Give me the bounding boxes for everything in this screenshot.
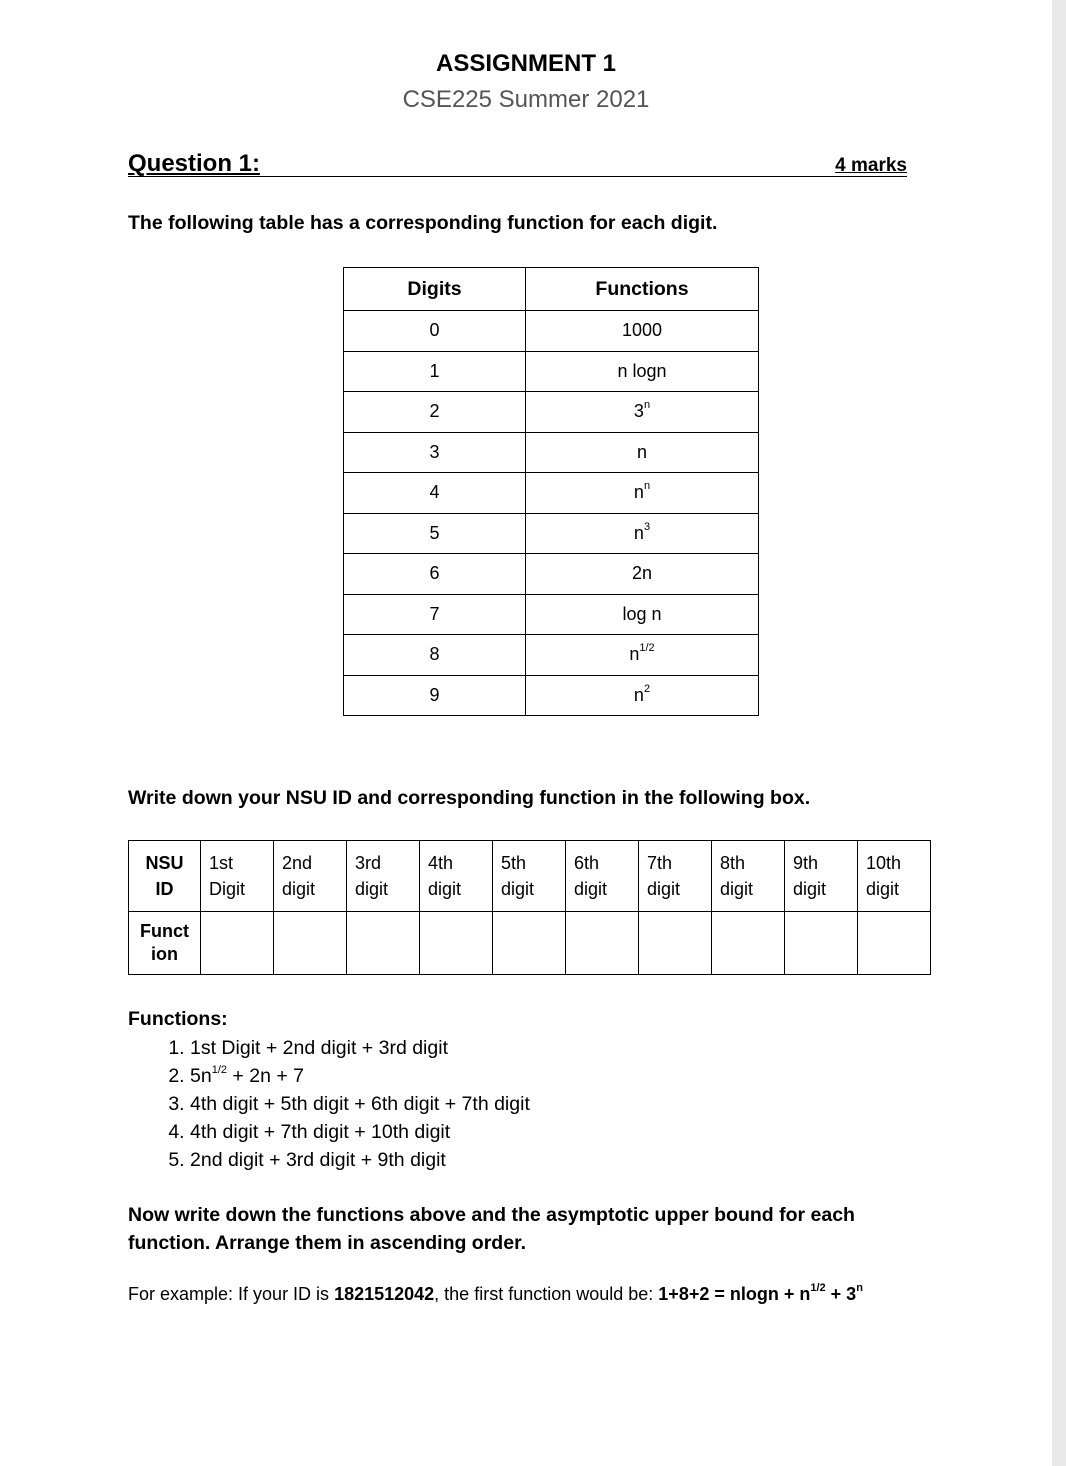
table-row bbox=[344, 432, 759, 473]
table-row bbox=[344, 513, 759, 554]
function-exponent: n bbox=[643, 480, 651, 493]
digit-ordinal: 6th bbox=[574, 853, 600, 873]
function-cell bbox=[526, 675, 759, 716]
function-cell bbox=[526, 594, 759, 635]
example-expression bbox=[658, 1284, 863, 1304]
function-base: n bbox=[633, 482, 644, 503]
question-marks: 4 marks bbox=[835, 155, 907, 176]
nsu-id-header bbox=[129, 841, 201, 912]
intro-text: The following table has a corresponding function for each digit. bbox=[128, 212, 718, 234]
table-row bbox=[344, 635, 759, 676]
function-base: n bbox=[633, 684, 644, 705]
function-input-cell[interactable] bbox=[712, 912, 785, 975]
function-header-line1: Funct bbox=[140, 921, 189, 941]
function-cell bbox=[526, 432, 759, 473]
question-title: Question 1: bbox=[128, 150, 261, 177]
table-row bbox=[344, 594, 759, 635]
function-2-base: 5n bbox=[190, 1065, 212, 1087]
digit-ordinal: 9th bbox=[793, 853, 819, 873]
example-expr-sup1: 1/2 bbox=[810, 1282, 826, 1294]
function-cell bbox=[526, 351, 759, 392]
list-item bbox=[190, 1118, 530, 1146]
digit-word: digit bbox=[647, 879, 681, 899]
function-row bbox=[129, 912, 931, 975]
function-2-rest: + 2n + 7 bbox=[227, 1065, 304, 1087]
function-header bbox=[129, 912, 201, 975]
function-base: n bbox=[629, 644, 640, 665]
digit-cell: 4 bbox=[344, 473, 526, 514]
digit-cell: 9 bbox=[344, 675, 526, 716]
table-row bbox=[344, 554, 759, 595]
function-input-cell[interactable] bbox=[639, 912, 712, 975]
example-prefix: For example: If your ID is bbox=[128, 1284, 335, 1304]
function-base: 2n bbox=[631, 563, 653, 584]
digit-cell: 5 bbox=[344, 513, 526, 554]
header-digits: Digits bbox=[344, 268, 526, 311]
digit-column-header bbox=[566, 841, 639, 912]
table-row bbox=[344, 392, 759, 433]
nsu-id-table bbox=[128, 840, 931, 975]
function-base: 1000 bbox=[621, 320, 663, 341]
digit-ordinal: 7th bbox=[647, 853, 673, 873]
assignment-title: ASSIGNMENT 1 bbox=[435, 50, 617, 77]
digit-word: digit bbox=[574, 879, 608, 899]
functions-heading: Functions: bbox=[128, 1008, 228, 1030]
function-cell bbox=[526, 311, 759, 352]
function-cell bbox=[526, 392, 759, 433]
digit-word: digit bbox=[428, 879, 462, 899]
function-2-sup: 1/2 bbox=[211, 1063, 227, 1076]
digit-column-header bbox=[274, 841, 347, 912]
function-exponent: 1/2 bbox=[639, 642, 655, 655]
course-subtitle: CSE225 Summer 2021 bbox=[402, 86, 650, 113]
digit-column-header bbox=[347, 841, 420, 912]
function-input-cell[interactable] bbox=[274, 912, 347, 975]
function-exponent: 2 bbox=[643, 682, 651, 695]
function-cell bbox=[526, 554, 759, 595]
digit-ordinal: 3rd bbox=[355, 853, 382, 873]
digit-ordinal: 2nd bbox=[282, 853, 313, 873]
digit-cell: 7 bbox=[344, 594, 526, 635]
example-middle: , the first function would be: bbox=[434, 1284, 659, 1304]
function-cell bbox=[526, 473, 759, 514]
function-input-cell[interactable] bbox=[566, 912, 639, 975]
function-input-cell[interactable] bbox=[201, 912, 274, 975]
digit-column-header bbox=[785, 841, 858, 912]
digit-cell: 0 bbox=[344, 311, 526, 352]
function-exponent: n bbox=[643, 399, 651, 412]
function-cell bbox=[526, 513, 759, 554]
function-base: 3 bbox=[633, 401, 644, 422]
function-input-cell[interactable] bbox=[347, 912, 420, 975]
digit-word: digit bbox=[793, 879, 827, 899]
digit-word: digit bbox=[720, 879, 754, 899]
function-5: 2nd digit + 3rd digit + 9th digit bbox=[190, 1149, 446, 1171]
digit-word: Digit bbox=[209, 879, 246, 899]
digit-column-header bbox=[493, 841, 566, 912]
function-cell bbox=[526, 635, 759, 676]
digit-column-header bbox=[639, 841, 712, 912]
table-row bbox=[344, 311, 759, 352]
header-functions: Functions bbox=[526, 268, 759, 311]
function-3: 4th digit + 5th digit + 6th digit + 7th digit bbox=[190, 1093, 530, 1115]
digit-cell: 3 bbox=[344, 432, 526, 473]
example-id: 1821512042 bbox=[334, 1284, 435, 1304]
function-input-cell[interactable] bbox=[858, 912, 931, 975]
table-header-row bbox=[344, 268, 759, 311]
table-row bbox=[344, 351, 759, 392]
digit-ordinal: 5th bbox=[501, 853, 527, 873]
digit-cell: 6 bbox=[344, 554, 526, 595]
digit-column-header bbox=[201, 841, 274, 912]
digit-function-table bbox=[343, 267, 759, 716]
digit-column-header bbox=[712, 841, 785, 912]
digit-ordinal: 10th bbox=[866, 853, 902, 873]
task-line-2: function. Arrange them in ascending order. bbox=[128, 1232, 526, 1254]
function-4: 4th digit + 7th digit + 10th digit bbox=[190, 1121, 451, 1143]
question-header bbox=[128, 148, 907, 177]
digit-cell: 2 bbox=[344, 392, 526, 433]
list-item bbox=[190, 1062, 530, 1090]
function-base: n bbox=[636, 441, 647, 462]
function-header-line2: ion bbox=[151, 944, 178, 964]
digit-word: digit bbox=[282, 879, 316, 899]
example-expr-sup2: n bbox=[856, 1282, 863, 1294]
function-exponent: 3 bbox=[643, 520, 651, 533]
digit-word: digit bbox=[501, 879, 535, 899]
digit-ordinal: 4th bbox=[428, 853, 454, 873]
nsu-id-header-line2: ID bbox=[155, 879, 174, 899]
list-item bbox=[190, 1146, 530, 1174]
instruction-text: Write down your NSU ID and corresponding function in the following box. bbox=[128, 787, 811, 809]
function-base: n logn bbox=[617, 360, 667, 381]
digit-ordinal: 8th bbox=[720, 853, 746, 873]
nsu-id-row bbox=[129, 841, 931, 912]
function-1: 1st Digit + 2nd digit + 3rd digit bbox=[190, 1037, 448, 1059]
table-row bbox=[344, 675, 759, 716]
scrollbar-track[interactable] bbox=[1052, 0, 1066, 1466]
digit-column-header bbox=[420, 841, 493, 912]
digit-column-header bbox=[858, 841, 931, 912]
functions-list bbox=[128, 1034, 530, 1174]
digit-ordinal: 1st bbox=[209, 853, 234, 873]
function-base: log n bbox=[622, 603, 662, 624]
nsu-id-header-line1: NSU bbox=[145, 853, 184, 873]
list-item bbox=[190, 1034, 530, 1062]
digit-cell: 1 bbox=[344, 351, 526, 392]
function-input-cell[interactable] bbox=[493, 912, 566, 975]
digit-word: digit bbox=[355, 879, 389, 899]
function-base: n bbox=[633, 522, 644, 543]
digit-cell: 8 bbox=[344, 635, 526, 676]
example-text bbox=[128, 1284, 863, 1305]
list-item bbox=[190, 1090, 530, 1118]
function-input-cell[interactable] bbox=[420, 912, 493, 975]
task-line-1: Now write down the functions above and the asymptotic upper bound for each bbox=[128, 1204, 855, 1226]
table-row bbox=[344, 473, 759, 514]
function-input-cell[interactable] bbox=[785, 912, 858, 975]
digit-word: digit bbox=[866, 879, 900, 899]
example-expr-a: 1+8+2 = nlogn + n bbox=[658, 1284, 811, 1304]
example-expr-b: + 3 bbox=[825, 1284, 857, 1304]
